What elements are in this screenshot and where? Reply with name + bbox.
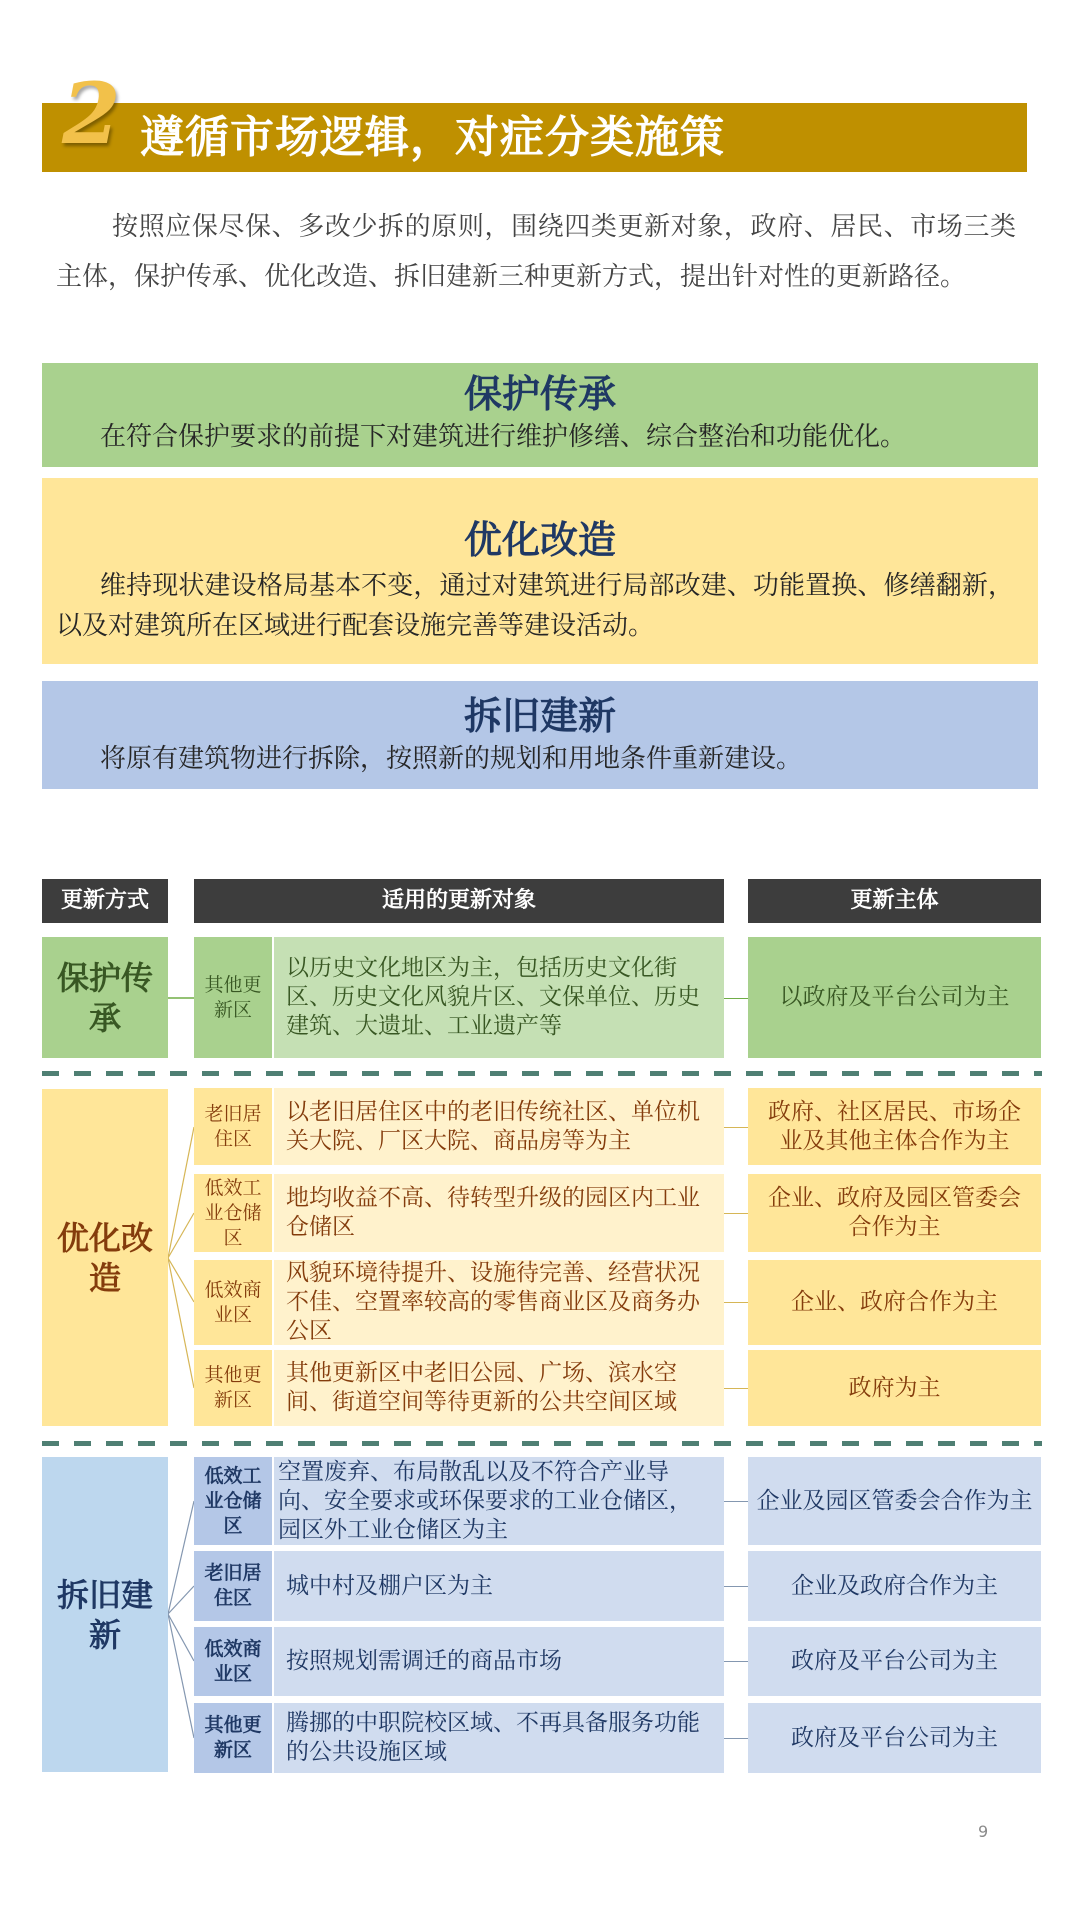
- object-type: 低效工业仓储区: [194, 1174, 272, 1252]
- group-label-optimize: 优化改造: [42, 1089, 168, 1426]
- object-type: 其他更新区: [194, 1350, 272, 1426]
- object-type: 其他更新区: [194, 937, 272, 1058]
- table-header-objects: 适用的更新对象: [194, 879, 724, 923]
- update-subject: 企业及政府合作为主: [748, 1551, 1041, 1621]
- mode-box-protect: [42, 363, 1038, 467]
- update-subject: 企业、政府合作为主: [748, 1260, 1041, 1345]
- dashed-divider: [42, 1071, 1042, 1076]
- object-desc: 以老旧居住区中的老旧传统社区、单位机关大院、厂区大院、商品房等为主: [274, 1088, 724, 1165]
- mode-box-optimize: [42, 478, 1038, 664]
- object-type: 低效工业仓储区: [194, 1457, 272, 1545]
- intro-paragraph: 按照应保尽保、多改少拆的原则，围绕四类更新对象，政府、居民、市场三类主体，保护传承、优化改造、拆旧建新三种更新方式，提出针对性的更新路径。: [56, 212, 1016, 292]
- object-desc: 腾挪的中职院校区域、不再具备服务功能的公共设施区域: [274, 1703, 724, 1773]
- object-type: 老旧居住区: [194, 1551, 272, 1621]
- object-desc: 按照规划需调迁的商品市场: [274, 1627, 724, 1696]
- object-desc: 地均收益不高、待转型升级的园区内工业仓储区: [274, 1174, 724, 1252]
- object-type: 其他更新区: [194, 1703, 272, 1773]
- group-label-protect: 保护传承: [42, 937, 168, 1058]
- mode-title: 优化改造: [463, 518, 616, 562]
- object-type: 老旧居住区: [194, 1088, 272, 1165]
- connector-line: [724, 998, 748, 999]
- update-subject: 政府及平台公司为主: [748, 1627, 1041, 1696]
- section-number: 2: [62, 64, 121, 163]
- connector-line: [724, 1501, 748, 1502]
- table-header-subject: 更新主体: [748, 879, 1041, 923]
- object-desc: 风貌环境待提升、设施待完善、经营状况不佳、空置率较高的零售商业区及商务办公区: [274, 1260, 724, 1345]
- object-desc: 空置废弃、布局散乱以及不符合产业导向、安全要求或环保要求的工业仓储区，园区外工业仓储区为主: [274, 1457, 724, 1545]
- page-number: 9: [978, 1822, 989, 1841]
- group-label-rebuild: 拆旧建新: [42, 1457, 168, 1772]
- mode-desc: 维持现状建设格局基本不变，通过对建筑进行局部改建、功能置换、修缮翻新，以及对建筑所在区域进行配套设施完善等建设活动。: [56, 571, 1014, 641]
- section-title: 遵循市场逻辑，对症分类施策: [140, 112, 725, 163]
- mode-desc: 将原有建筑物进行拆除，按照新的规划和用地条件重新建设。: [100, 744, 803, 774]
- mode-title: 保护传承: [463, 372, 616, 416]
- connector-line: [724, 1388, 748, 1389]
- object-desc: 城中村及棚户区为主: [274, 1551, 724, 1621]
- update-subject: 政府及平台公司为主: [748, 1703, 1041, 1773]
- object-desc: 以历史文化地区为主，包括历史文化街区、历史文化风貌片区、文保单位、历史建筑、大遗址、工业遗产等: [274, 937, 724, 1058]
- connector-line: [724, 1302, 748, 1303]
- connector-line: [724, 1127, 748, 1128]
- object-type: 低效商业区: [194, 1260, 272, 1345]
- update-subject: 政府为主: [748, 1350, 1041, 1426]
- dashed-divider: [42, 1441, 1042, 1446]
- update-subject: 企业及园区管委会合作为主: [748, 1457, 1041, 1545]
- connector-line: [724, 1586, 748, 1587]
- update-subject: 以政府及平台公司为主: [748, 937, 1041, 1058]
- table-header-mode: 更新方式: [42, 879, 168, 923]
- mode-box-rebuild: [42, 681, 1038, 789]
- object-desc: 其他更新区中老旧公园、广场、滨水空间、街道空间等待更新的公共空间区域: [274, 1350, 724, 1426]
- mode-title: 拆旧建新: [463, 694, 616, 738]
- object-type: 低效商业区: [194, 1627, 272, 1696]
- connector-line: [724, 1213, 748, 1214]
- connector-line: [724, 1738, 748, 1739]
- connector-line: [724, 1661, 748, 1662]
- update-subject: 企业、政府及园区管委会合作为主: [748, 1174, 1041, 1252]
- update-subject: 政府、社区居民、市场企业及其他主体合作为主: [748, 1088, 1041, 1165]
- mode-desc: 在符合保护要求的前提下对建筑进行维护修缮、综合整治和功能优化。: [100, 422, 907, 452]
